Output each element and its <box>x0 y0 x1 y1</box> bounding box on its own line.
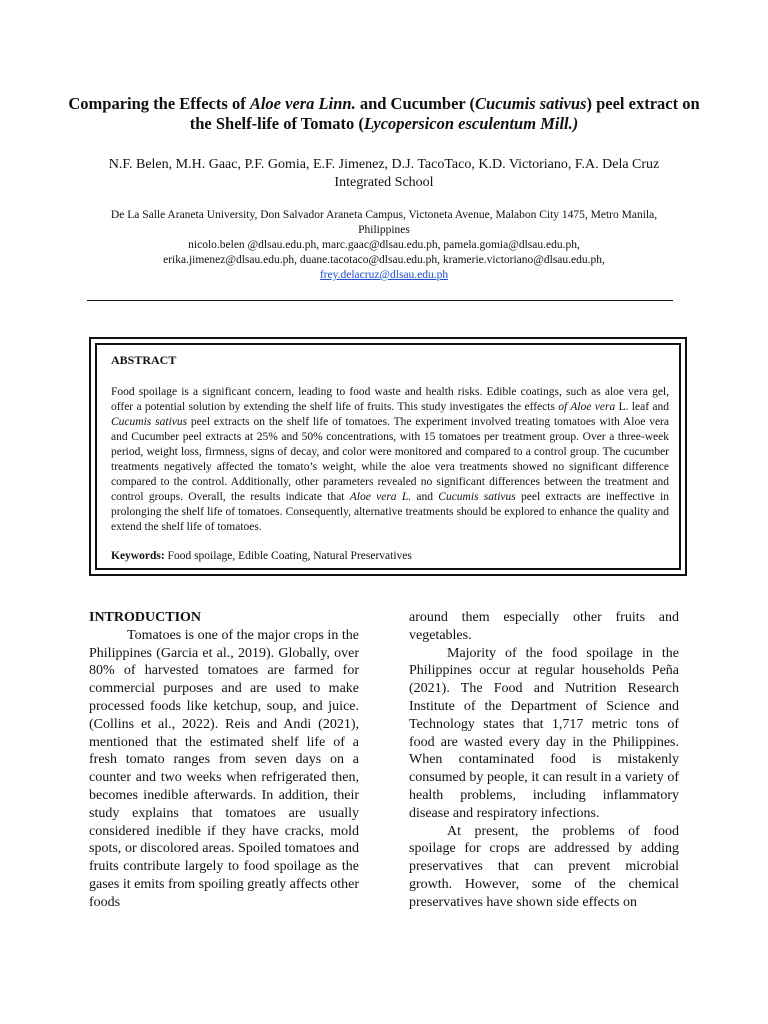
section-heading-introduction: INTRODUCTION <box>89 610 202 625</box>
title-part-3: ) peel extract on the Shelf-life of Tomato ( <box>189 94 700 133</box>
abstract-italic-3: Aloe vera L. <box>349 491 412 503</box>
abstract-box <box>89 337 687 576</box>
author-block <box>80 156 688 192</box>
emails-line-1: nicolo.belen @dlsau.edu.ph, marc.gaac@dlsau.edu.ph, pamela.gomia@dlsau.edu.ph, <box>188 239 580 251</box>
abstract-italic-1: of Aloe vera <box>558 401 616 413</box>
title-species-tomato: Lycopersicon esculentum Mill.) <box>363 114 579 133</box>
body-column-left <box>89 609 359 912</box>
emails-line-2: erika.jimenez@dlsau.edu.ph, duane.tacotaco@dlsau.edu.ph, kramerie.victoriano@dlsau.edu.ph, <box>163 254 605 266</box>
title-species-cucumber: Cucumis sativus <box>475 94 587 113</box>
abstract-text-4: and <box>411 491 439 503</box>
abstract-box-inner <box>95 343 681 570</box>
body-column-right <box>409 609 679 912</box>
intro-paragraph-1-continued: around them especially other fruits and vegetables. <box>409 610 679 643</box>
intro-paragraph-1: Tomatoes is one of the major crops in the Philippines (Garcia et al., 2019). Globally, over 80% of harvested tomatoes are farmed for commercial purposes and are used to make processed foods like ketchup, soup, and juice. (Collins et al., 2022). Reis and Andi (2021), mentioned that the estimated shelf life of a fresh tomato ranges from seven days on a counter and two weeks when refrigerated then, becomes inedible afterwards. In addition, their study explains that tomatoes are usually considered inedible if they have cracks, mold spots, or discolored areas. Spoiled tomatoes and fruits contribute largely to food spoilage as the gases it emits from spoiling greatly affects other foods <box>89 627 359 910</box>
title-species-aloe: Aloe vera Linn. <box>249 94 356 113</box>
intro-paragraph-3: At present, the problems of food spoilage for crops are addressed by adding preservatives that can prevent microbial growth. However, some of the chemical preservatives have shown side effects on <box>409 823 679 910</box>
abstract-text-3: peel extracts on the shelf life of tomatoes. The experiment involved treating tomatoes with Aloe vera and Cucumber peel extracts at 25% and 50% concentrations, with 15 tomatoes per treatment group. Over a three-week period, weight loss, firmness, signs of decay, and color were monitored and compared to a control group. The cucumber treatments negatively affected the tomato’s weight, while the aloe vera treatments showed no significant difference compared to the control. Additionally, other parameters revealed no significant differences between the treatment and control groups. Overall, the results indicate that <box>111 416 669 503</box>
keywords-list: Food spoilage, Edible Coating, Natural Preservatives <box>164 550 412 562</box>
header-divider <box>87 300 673 301</box>
title-part-1: Comparing the Effects of <box>68 94 250 113</box>
title-part-2: and Cucumber ( <box>355 94 476 113</box>
keywords-label: Keywords: <box>111 550 165 562</box>
affiliation-block <box>90 208 678 283</box>
email-link[interactable]: frey.delacruz@dlsau.edu.ph <box>319 269 449 281</box>
affiliation-address: De La Salle Araneta University, Don Salvador Araneta Campus, Victoneta Avenue, Malabon City 1475, Metro Manila, Philippines <box>110 209 658 236</box>
abstract-italic-4: Cucumis sativus <box>438 491 516 503</box>
abstract-text-1: Food spoilage is a significant concern, leading to food waste and health risks. Edible coatings, such as aloe vera gel, offer a potential solution by extending the shelf life of fruits. This study investigates the effects <box>111 386 669 413</box>
paper-title <box>60 94 708 134</box>
keywords-line <box>111 549 669 564</box>
abstract-text-2: L. leaf and <box>615 401 669 413</box>
abstract-heading: ABSTRACT <box>111 353 177 367</box>
intro-paragraph-2: Majority of the food spoilage in the Philippines occur at regular households Peña (2021). The Food and Nutrition Research Institute of the Department of Science and Technology states that 1,717 metric tons of food are wasted every day in the Philippines. When contaminated food is mistakenly consumed by people, it can result in a variety of health problems, including inflammatory disease and respiratory infections. <box>409 645 679 821</box>
school-name: Integrated School <box>334 175 434 190</box>
abstract-text-5: peel extracts are ineffective in prolonging the shelf life of tomatoes. Consequently, alternative treatments should be explored to enhance the quality and extend the shelf life of tomatoes. <box>111 491 669 533</box>
author-list: N.F. Belen, M.H. Gaac, P.F. Gomia, E.F. Jimenez, D.J. TacoTaco, K.D. Victoriano, F.A. Dela Cruz <box>108 157 660 172</box>
abstract-italic-2: Cucumis sativus <box>111 416 188 428</box>
abstract-text <box>111 385 669 535</box>
